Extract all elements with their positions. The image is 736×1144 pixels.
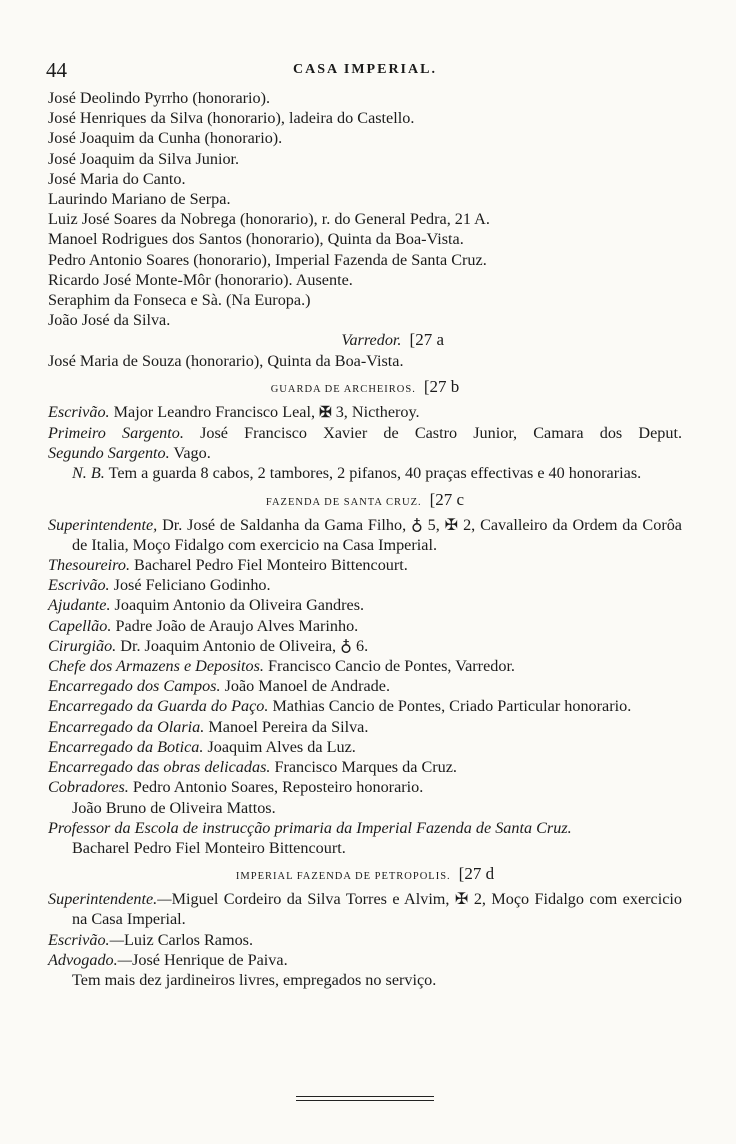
petropolis-advogado xyxy=(48,950,682,970)
role-label: Capellão. xyxy=(48,616,112,635)
running-title: CASA IMPERIAL. xyxy=(293,62,437,77)
guarda-escrivao xyxy=(48,402,682,423)
staff-entry xyxy=(48,575,682,595)
staff-text: Joaquim Alves da Luz. xyxy=(207,737,356,756)
staff-entry-continued: João Bruno de Oliveira Mattos. xyxy=(72,798,276,817)
name-entry: José Deolindo Pyrrho (honorario). xyxy=(48,89,271,107)
staff-text: Manoel Pereira da Silva. xyxy=(208,717,369,736)
staff-text: Luiz Carlos Ramos. xyxy=(123,930,254,949)
petropolis-ref: [27 d xyxy=(458,864,495,884)
cross-icon: ✠ xyxy=(319,404,332,421)
fazenda-staff-list xyxy=(48,515,682,858)
note-text: Tem a guarda 8 cabos, 2 tambores, 2 pifanos, 40 praças effectivas e 40 honorarias. xyxy=(108,464,642,483)
varredor-entry: José Maria de Souza (honorario), Quinta da Boa-Vista. xyxy=(48,351,404,370)
role-label: Encarregado da Botica. xyxy=(48,737,204,756)
role-label: Segundo Sargento. xyxy=(48,444,170,463)
names-list xyxy=(48,88,682,330)
role-label: Chefe dos Armazens e Depositos. xyxy=(48,657,264,676)
staff-entry xyxy=(48,636,682,656)
petropolis-escrivao xyxy=(48,930,682,950)
role-label: Encarregado da Olaria. xyxy=(48,717,205,736)
varredor-label: Varredor. xyxy=(341,331,402,350)
staff-text: José Feliciano Godinho. xyxy=(113,576,271,595)
staff-text: Francisco Marques da Cruz. xyxy=(274,758,457,777)
staff-text: Joaquim Antonio da Oliveira Gandres. xyxy=(114,596,365,615)
role-label: Primeiro Sargento. xyxy=(48,424,184,443)
role-label: Superintendente.— xyxy=(48,890,172,909)
staff-text: Padre João de Araujo Alves Marinho. xyxy=(115,616,359,635)
role-label: Escrivão.— xyxy=(48,930,124,949)
staff-text: Miguel Cordeiro da Silva Torres e Alvim, ✠ 2, Moço Fidalgo com exercicio na Casa Imperial. xyxy=(72,890,682,929)
guarda-ref: [27 b xyxy=(423,376,460,396)
staff-text: Bacharel Pedro Fiel Monteiro Bittencourt. xyxy=(134,556,408,575)
role-label: Ajudante. xyxy=(48,596,111,615)
role-label: Escrivão. xyxy=(48,576,110,595)
page-number: 44 xyxy=(46,58,67,82)
person-decoration: 3, Nictheroy. xyxy=(335,402,420,421)
name-entry: Pedro Antonio Soares (honorario), Imperial Fazenda de Santa Cruz. xyxy=(48,250,487,269)
closing-rule xyxy=(296,1096,434,1101)
staff-entry xyxy=(48,676,682,696)
role-label: Encarregado das obras delicadas. xyxy=(48,758,271,777)
guarda-heading xyxy=(48,375,682,402)
guarda-primeiro xyxy=(48,423,682,443)
person-name: José Francisco Xavier de Castro Junior, Camara dos Deput. xyxy=(200,424,682,443)
name-entry: Luiz José Soares da Nobrega (honorario), r. do General Pedra, 21 A. xyxy=(48,210,490,229)
name-entry: Manoel Rodrigues dos Santos (honorario), Quinta da Boa-Vista. xyxy=(48,230,464,249)
role-label: Professor da Escola de instrucção primaria da Imperial Fazenda de Santa Cruz. xyxy=(48,818,572,837)
role-label: Superintendente, xyxy=(48,515,158,534)
staff-entry xyxy=(48,757,682,777)
staff-entry xyxy=(48,737,682,757)
name-entry: José Joaquim da Silva Junior. xyxy=(48,149,240,168)
role-label: Encarregado dos Campos. xyxy=(48,677,221,696)
role-label: Cobradores. xyxy=(48,778,129,797)
fazenda-ref: [27 c xyxy=(429,489,465,509)
staff-text: João Manoel de Andrade. xyxy=(224,677,390,696)
guarda-title: GUARDA DE ARCHEIROS. xyxy=(270,383,416,395)
staff-text: Francisco Cancio de Pontes, Varredor. xyxy=(268,657,515,676)
staff-text: Dr. Joaquim Antonio de Oliveira, ♁ 6. xyxy=(120,636,369,655)
varredor-heading xyxy=(48,330,682,350)
name-entry: Laurindo Mariano de Serpa. xyxy=(48,190,231,209)
name-entry: João José da Silva. xyxy=(48,311,171,330)
staff-entry xyxy=(48,515,682,555)
staff-text: Mathias Cancio de Pontes, Criado Particular honorario. xyxy=(272,697,632,716)
staff-entry xyxy=(48,696,682,716)
page-header xyxy=(48,58,682,88)
staff-entry xyxy=(48,777,682,797)
name-entry: José Joaquim da Cunha (honorario). xyxy=(48,129,283,148)
name-entry: Seraphim da Fonseca e Sà. (Na Europa.) xyxy=(48,291,311,310)
professor-role xyxy=(48,818,682,838)
role-label: Encarregado da Guarda do Paço. xyxy=(48,697,269,716)
petropolis-superintendente xyxy=(48,889,682,929)
guarda-note xyxy=(48,463,682,483)
role-label: Escrivão. xyxy=(48,402,110,421)
petropolis-heading xyxy=(48,862,682,889)
staff-text: José Henrique de Paiva. xyxy=(132,950,288,969)
document-page xyxy=(48,58,682,990)
staff-entry xyxy=(48,555,682,575)
petropolis-title: IMPERIAL FAZENDA DE PETROPOLIS. xyxy=(235,871,451,883)
staff-text: Dr. José de Saldanha da Gama Filho, ♁ 5, ✠ 2, Cavalleiro da Ordem da Corôa de Italia, Moço Fidalgo com exercicio na Casa Imperial. xyxy=(72,515,682,554)
name-entry: Ricardo José Monte-Môr (honorario). Ausente. xyxy=(48,270,353,289)
person-name: Vago. xyxy=(173,444,211,463)
name-entry: José Henriques da Silva (honorario), ladeira do Castello. xyxy=(48,109,415,128)
varredor-ref: [27 a xyxy=(409,330,444,350)
name-entry: José Maria do Canto. xyxy=(48,169,186,188)
person-name: Major Leandro Francisco Leal, xyxy=(113,402,316,421)
role-label: Advogado.— xyxy=(48,950,133,969)
staff-text: Pedro Antonio Soares, Reposteiro honorario. xyxy=(132,778,424,797)
staff-entry xyxy=(48,595,682,615)
petropolis-note: Tem mais dez jardineiros livres, empregados no serviço. xyxy=(72,970,437,989)
staff-entry xyxy=(48,717,682,737)
guarda-segundo xyxy=(48,443,682,463)
note-label: N. B. xyxy=(72,464,105,483)
fazenda-heading xyxy=(48,488,682,515)
professor-name: Bacharel Pedro Fiel Monteiro Bittencourt. xyxy=(72,838,346,857)
role-label: Cirurgião. xyxy=(48,636,117,655)
fazenda-title: FAZENDA DE SANTA CRUZ. xyxy=(265,496,422,508)
staff-entry xyxy=(48,616,682,636)
staff-entry xyxy=(48,656,682,676)
role-label: Thesoureiro. xyxy=(48,556,130,575)
